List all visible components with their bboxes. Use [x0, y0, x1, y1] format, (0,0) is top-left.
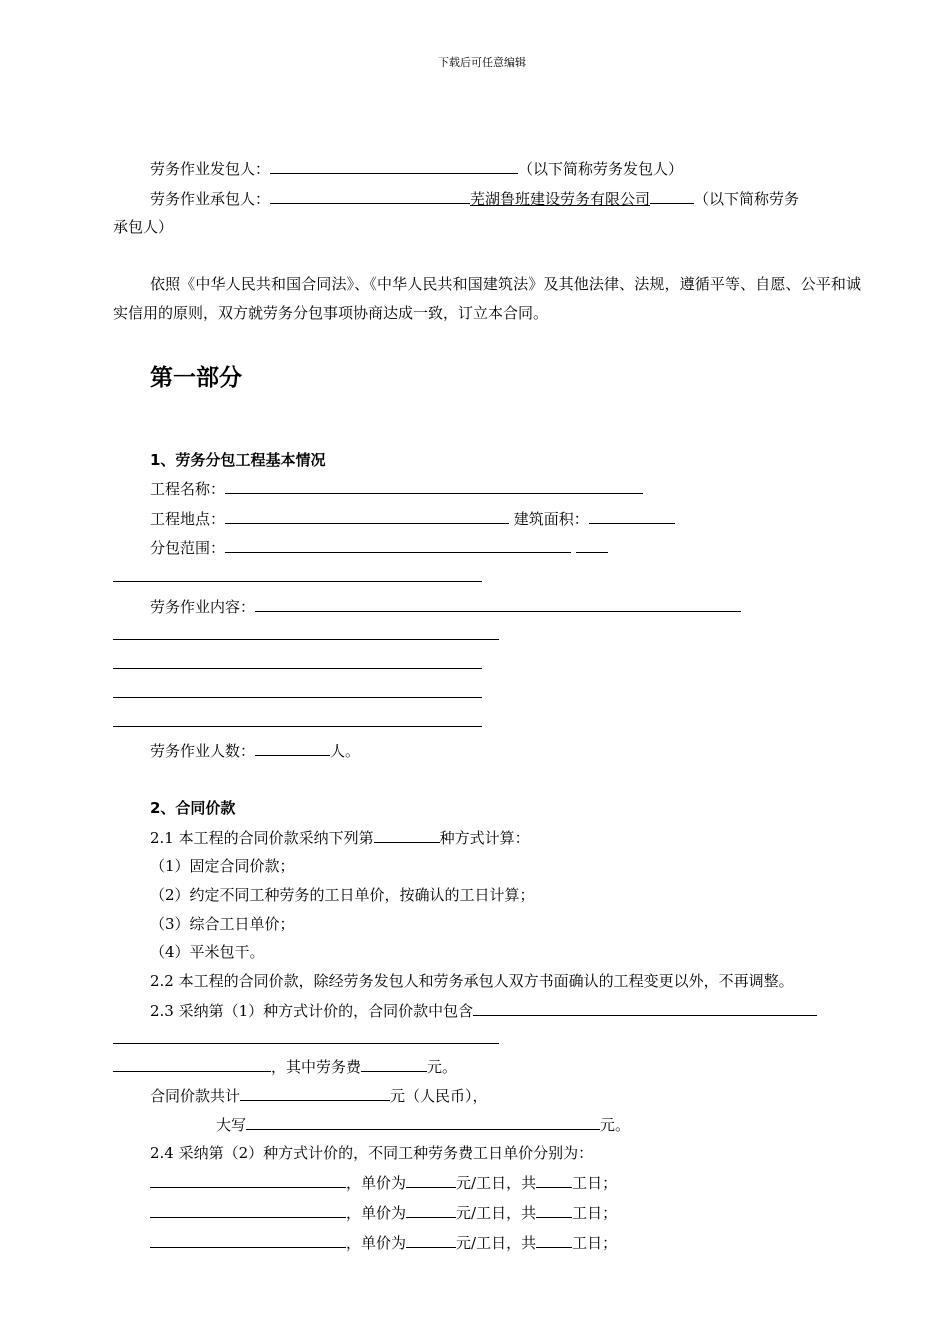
row-days-label: 工日；	[572, 1234, 618, 1252]
clause-2-3-text: 2.3 采纳第（1）种方式计价的，合同价款中包含	[150, 1002, 474, 1020]
option-3: （3）综合工日单价；	[150, 915, 295, 933]
trade-blank[interactable]	[150, 1202, 346, 1218]
issuer-blank[interactable]	[270, 158, 518, 174]
total-label: 合同价款共计	[150, 1087, 241, 1105]
project-name-label: 工程名称：	[150, 480, 226, 498]
daxie-blank[interactable]	[246, 1114, 600, 1130]
total-line	[150, 1085, 488, 1106]
labor-fee-blank[interactable]	[361, 1056, 427, 1072]
unit-price-blank[interactable]	[406, 1202, 456, 1218]
labor-fee-unit: 元。	[427, 1058, 458, 1076]
labor-content-blank-2[interactable]	[113, 639, 499, 640]
scope-line	[150, 537, 608, 558]
contractor-label: 劳务作业承包人：	[150, 190, 271, 208]
option-2: （2）约定不同工种劳务的工日单价，按确认的工日计算；	[150, 886, 535, 904]
workers-blank[interactable]	[255, 740, 330, 756]
intro-paragraph: 依照《中华人民共和国合同法》、《中华人民共和国建筑法》及其他法律、法规，遵循平等、自愿、公平和诚实信用的原则，双方就劳务分包事项协商达成一致，订立本合同。	[113, 275, 861, 322]
contractor-name: 芜湖鲁班建设劳务有限公司	[470, 190, 651, 208]
wage-row	[150, 1202, 617, 1223]
daxie-unit: 元。	[600, 1116, 631, 1134]
scope-blank[interactable]	[225, 537, 571, 553]
scope-label: 分包范围：	[150, 539, 226, 557]
row-price-label: ，单价为	[346, 1234, 407, 1252]
trade-blank[interactable]	[150, 1232, 346, 1248]
total-unit: 元（人民币），	[390, 1087, 488, 1105]
daxie-label: 大写	[216, 1116, 247, 1134]
issuer-line	[150, 158, 683, 179]
labor-content-line	[150, 596, 741, 617]
part-title: 第一部分	[150, 365, 242, 391]
workers-label: 劳务作业人数：	[150, 742, 256, 760]
labor-fee-label: ，其中劳务费	[271, 1058, 362, 1076]
row-days-label: 工日；	[572, 1174, 618, 1192]
wage-row	[150, 1172, 617, 1193]
scope-blank-cont[interactable]	[113, 581, 482, 582]
project-site-label: 工程地点：	[150, 510, 226, 528]
row-price-label: ，单价为	[346, 1204, 407, 1222]
option-4: （4）平米包干。	[150, 943, 265, 961]
project-site-blank[interactable]	[225, 508, 509, 524]
clause-2-3	[150, 1000, 817, 1021]
labor-fee-line	[113, 1056, 457, 1077]
option-1: （1）固定合同价款；	[150, 857, 295, 875]
unit-price-blank[interactable]	[406, 1172, 456, 1188]
row-per-day-label: 元/工日，共	[456, 1234, 537, 1252]
section2-heading: 2、合同价款	[150, 799, 236, 817]
issuer-note: （以下简称劳务发包人）	[518, 160, 684, 178]
contractor-line	[150, 188, 799, 209]
days-blank[interactable]	[536, 1172, 572, 1188]
row-per-day-label: 元/工日，共	[456, 1204, 537, 1222]
project-name-line	[150, 478, 643, 499]
price-includes-blank-3[interactable]	[113, 1056, 271, 1072]
workers-line	[150, 740, 360, 761]
wage-row	[150, 1232, 617, 1253]
row-price-label: ，单价为	[346, 1174, 407, 1192]
days-blank[interactable]	[536, 1202, 572, 1218]
row-per-day-label: 元/工日，共	[456, 1174, 537, 1192]
total-blank[interactable]	[240, 1085, 390, 1101]
project-site-line	[150, 508, 675, 529]
clause-2-2: 2.2 本工程的合同价款，除经劳务发包人和劳务承包人双方书面确认的工程变更以外，不再调整。	[150, 972, 794, 990]
clause-2-1-text: 2.1 本工程的合同价款采纳下列第	[150, 829, 374, 847]
labor-content-blank-5[interactable]	[113, 726, 482, 727]
clause-2-4: 2.4 采纳第（2）种方式计价的，不同工种劳务费工日单价分别为：	[150, 1144, 594, 1162]
issuer-label: 劳务作业发包人：	[150, 160, 271, 178]
labor-content-label: 劳务作业内容：	[150, 598, 256, 616]
price-includes-blank-2[interactable]	[113, 1043, 499, 1044]
labor-content-blank-3[interactable]	[113, 668, 482, 669]
price-includes-blank[interactable]	[473, 1000, 817, 1016]
scope-blank-2[interactable]	[576, 537, 608, 553]
unit-price-blank[interactable]	[406, 1232, 456, 1248]
labor-content-blank-4[interactable]	[113, 697, 482, 698]
row-days-label: 工日；	[572, 1204, 618, 1222]
daxie-line	[216, 1114, 630, 1135]
trade-blank[interactable]	[150, 1172, 346, 1188]
section1-heading: 1、劳务分包工程基本情况	[150, 451, 326, 469]
method-blank[interactable]	[374, 827, 440, 843]
contractor-note-cont: 承包人）	[113, 218, 174, 236]
project-name-blank[interactable]	[225, 478, 643, 494]
contractor-blank-left[interactable]	[270, 188, 470, 204]
days-blank[interactable]	[536, 1232, 572, 1248]
contractor-note: （以下简称劳务	[694, 190, 800, 208]
floor-area-blank[interactable]	[589, 508, 675, 524]
clause-2-1-tail: 种方式计算：	[439, 829, 530, 847]
workers-unit: 人。	[330, 742, 361, 760]
labor-content-blank[interactable]	[255, 596, 741, 612]
clause-2-1	[150, 827, 530, 848]
contractor-blank-right[interactable]	[650, 188, 694, 204]
page-header: 下载后可任意编辑	[438, 56, 526, 69]
floor-area-label: 建筑面积：	[513, 510, 589, 528]
